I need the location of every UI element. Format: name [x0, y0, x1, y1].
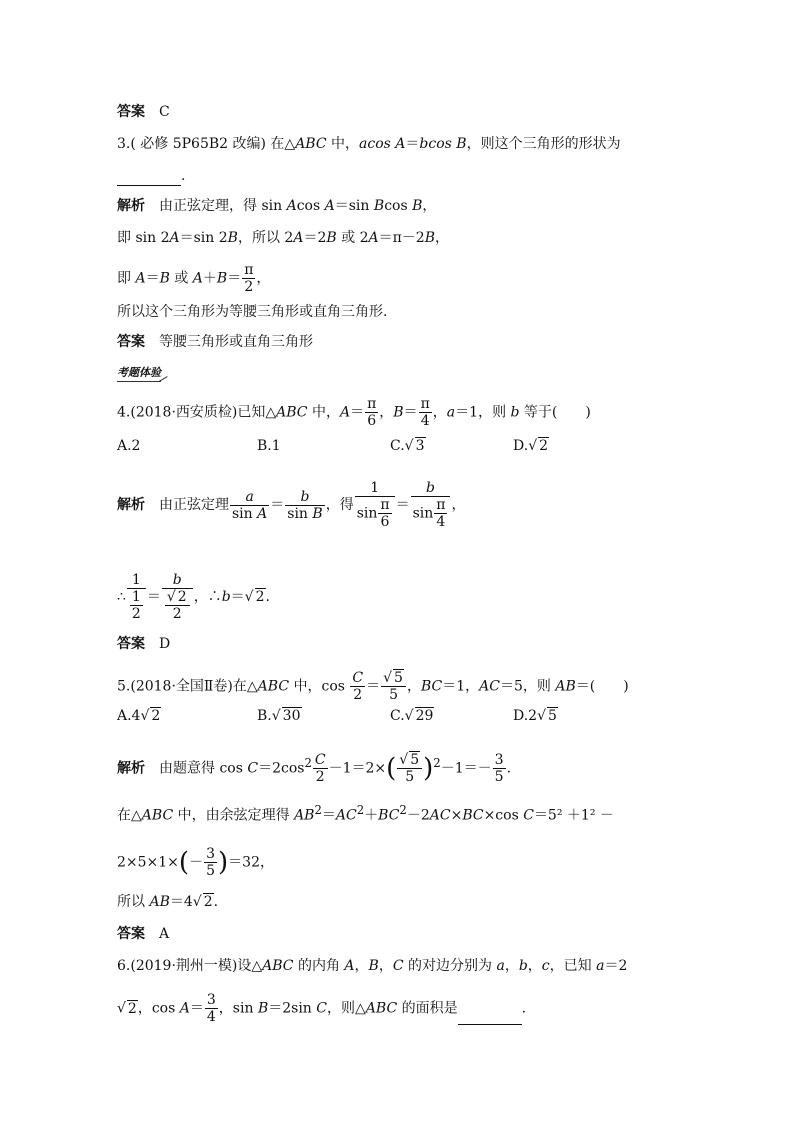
var-ab: AB	[149, 894, 170, 910]
q3-eq-sign: ＝	[405, 136, 420, 152]
answer-row-q3	[117, 332, 313, 352]
q5-solution-step-1	[117, 752, 511, 785]
denominator: 5	[494, 769, 504, 785]
step-text: 所以这个三角形为等腰三角形或直角三角形.	[117, 304, 388, 320]
numerator: 3	[206, 846, 215, 862]
var-a: A	[339, 404, 351, 421]
q6-text: ，	[378, 958, 393, 974]
option-letter: C.	[390, 708, 405, 724]
question-4-stem	[117, 396, 591, 429]
numerator: b	[411, 480, 451, 497]
sqrt-sign: √	[537, 708, 547, 724]
question-5-options	[117, 706, 677, 726]
answer-row-q5	[117, 924, 169, 944]
step-text: ＋	[364, 807, 379, 824]
fraction-3-over-5	[493, 752, 506, 785]
q3-text: ，则这个三角形的形状为	[466, 136, 621, 152]
q6-text: ，已知	[549, 958, 597, 974]
denominator: 2	[353, 687, 363, 703]
fraction-1-over-half	[127, 572, 146, 622]
numerator: 1	[131, 589, 141, 605]
fraction-b-over-sinB	[285, 489, 324, 522]
eq: ＝	[270, 497, 285, 513]
step-text: ＝sin	[334, 198, 374, 214]
var-b: B	[326, 230, 337, 246]
denominator: 5	[206, 863, 215, 879]
right-paren: )	[218, 847, 229, 878]
numerator: C	[314, 752, 326, 768]
denominator: 2	[131, 606, 141, 622]
numerator: 1	[355, 480, 395, 497]
step-text: ，	[435, 230, 450, 246]
numerator: 1	[127, 572, 146, 589]
q3-solution-step-3	[117, 262, 270, 295]
step-text: ＝	[321, 807, 336, 824]
q3-eq-right: bcos	[419, 136, 457, 152]
var-a-lower: a	[596, 958, 605, 974]
numerator: π	[420, 396, 430, 412]
numerator	[165, 589, 190, 606]
q4-text: 4.(2018·西安质检)已知△	[117, 404, 277, 421]
q5-solution-step-2	[117, 800, 614, 826]
exponent: 2	[314, 803, 322, 817]
fraction-c-over-2	[350, 670, 365, 703]
denominator	[285, 506, 324, 522]
q3-solution-step-4	[117, 302, 387, 322]
eq: ＝	[403, 404, 418, 421]
step-text: ，	[422, 198, 437, 214]
var-a: A	[344, 958, 355, 974]
q6-text: ，则△	[327, 1000, 366, 1017]
step-text: 由题意得 cos	[159, 760, 248, 777]
var-c: C	[247, 760, 259, 777]
q4-solution-step-1	[117, 480, 465, 530]
var-ab: AB	[555, 678, 576, 695]
q5-text: ＝( )	[575, 678, 629, 695]
option-letter: A.4	[117, 708, 141, 724]
sqrt-radicand: 2	[151, 708, 161, 724]
var-b: B	[424, 230, 436, 246]
q3-abc: ABC	[295, 136, 327, 152]
numerator: 3	[494, 752, 504, 768]
step-text: ，所以 2	[237, 230, 294, 246]
sin-text: sin	[287, 505, 313, 522]
sqrt-sign: √	[528, 438, 538, 454]
q6-text: ，	[504, 958, 519, 974]
var-bc: BC	[420, 678, 443, 695]
step-text: ＝32，	[228, 854, 274, 871]
fraction-sqrt2-over-2	[163, 589, 192, 622]
denominator: 4	[206, 1009, 216, 1025]
q3-text: 3.( 必修 5P65B2 改编) 在△	[117, 136, 296, 152]
denominator	[230, 506, 269, 522]
left-paren: (	[386, 753, 397, 784]
numerator: π	[436, 497, 446, 513]
var-a: A	[286, 198, 297, 214]
var-b: B	[216, 270, 228, 287]
q6-text: ＝2	[604, 958, 628, 974]
denominator: 2	[315, 769, 325, 785]
q4-solution-step-2	[117, 572, 270, 622]
answer-blank[interactable]	[117, 185, 181, 186]
sqrt-radicand: 2	[127, 1000, 137, 1017]
step-text: ＝sin 2	[179, 230, 228, 246]
numerator	[397, 752, 422, 769]
var-b-lower: b	[510, 404, 520, 421]
var-c: C	[523, 807, 534, 824]
var-bc: BC	[378, 807, 400, 824]
question-3-blank-line	[117, 166, 185, 186]
period: .	[181, 168, 186, 184]
var-c: C	[392, 958, 404, 974]
step-text: ＝5² ＋1² －	[533, 807, 614, 824]
step-text: ，得	[325, 497, 354, 513]
option-d[interactable]	[513, 436, 549, 456]
fraction-3-over-4	[205, 992, 218, 1025]
q5-solution-step-4	[117, 892, 218, 912]
step-text: 由正弦定理	[159, 497, 229, 513]
sqrt-radicand: 5	[410, 752, 420, 768]
var-abc: ABC	[262, 958, 294, 974]
cos-text: cos	[296, 198, 325, 214]
question-6-stem-line-2	[117, 992, 526, 1025]
var-b: B	[373, 198, 385, 214]
answer-value: C	[159, 104, 170, 120]
sqrt-radicand: 2	[203, 894, 213, 910]
step-text: ＝2	[303, 230, 327, 246]
exponent: 2	[304, 755, 312, 770]
q3-solution-step-2	[117, 228, 449, 248]
cos-text: cos	[384, 198, 413, 214]
q6-text: ，sin	[218, 1000, 258, 1017]
fraction-b-over-sqrt2-half	[162, 572, 193, 622]
fraction-pi-over-4	[419, 396, 432, 429]
q5-text: 5.(2018·全国Ⅱ卷)在△	[117, 678, 258, 695]
q3-eq-a: A	[395, 136, 406, 152]
answer-value: D	[159, 636, 171, 652]
step-text: 或	[169, 270, 193, 287]
var-a-lower: a	[496, 958, 505, 974]
sin-text: sin	[232, 505, 258, 522]
analysis-label: 解析	[117, 760, 145, 777]
step-text: 中，由余弦定理得	[173, 807, 295, 824]
question-6-stem-line-1	[117, 956, 627, 976]
q4-text: ，	[432, 404, 447, 421]
step-text: －2	[406, 807, 430, 824]
fraction-pi-over-6	[365, 396, 378, 429]
q5-text: 中，cos	[289, 678, 350, 695]
option-a[interactable]: A.2	[117, 438, 141, 454]
var-b-lower: b	[518, 958, 528, 974]
q4-text: 等于( )	[519, 404, 591, 421]
step-text: ＝4	[169, 894, 193, 910]
therefore-sign: ∴	[117, 589, 126, 605]
eq: ＝	[395, 497, 410, 513]
step-text: 即	[117, 270, 136, 287]
q6-text: ，	[354, 958, 369, 974]
answer-row-q4	[117, 634, 170, 654]
fraction-pi-over-4	[434, 497, 447, 530]
denominator: 6	[380, 514, 390, 530]
q4-text: ＝1，则	[455, 404, 511, 421]
var-a: A	[135, 270, 146, 287]
step-text: .	[265, 589, 270, 605]
denominator: 2	[172, 606, 182, 622]
q3-solution-step-1	[117, 196, 436, 216]
fraction-c-over-2	[313, 752, 328, 785]
sqrt-sign: √	[192, 894, 202, 910]
fraction-sqrt5-over-5	[381, 670, 406, 703]
step-text: 所以	[117, 894, 150, 910]
answer-label: 答案	[117, 104, 145, 120]
sqrt-radicand: 30	[282, 708, 301, 724]
option-c[interactable]	[390, 706, 434, 726]
q6-text: 6.(2019·荆州一模)设△	[117, 958, 263, 974]
var-ab: AB	[294, 807, 315, 824]
var-b-lower: b	[221, 589, 231, 605]
numerator: π	[380, 497, 390, 513]
step-text: ，	[256, 270, 271, 287]
sqrt-sign: √	[117, 1000, 126, 1017]
step-text: ＝	[227, 270, 242, 287]
var-ac: AC	[479, 678, 500, 695]
fraction-1-over-sin-pi6	[355, 480, 395, 530]
fraction-sqrt5-over-5	[397, 752, 422, 785]
var-ac: AC	[335, 807, 357, 824]
answer-blank[interactable]	[458, 1024, 522, 1025]
var-a: A	[179, 1000, 190, 1017]
step-text: ＝	[145, 270, 160, 287]
fraction-1-over-2	[128, 589, 145, 622]
q5-text: ，	[406, 678, 421, 695]
sin-text: sin	[356, 505, 378, 522]
var-a-lower: a	[446, 404, 456, 421]
sqrt-radicand: 3	[415, 438, 425, 454]
exponent: 2	[399, 803, 407, 817]
analysis-label: 解析	[117, 497, 145, 513]
step-text: ，∴	[193, 589, 222, 605]
step-text: .	[506, 760, 512, 777]
numerator: π	[244, 262, 254, 278]
q5-text: ＝1，	[442, 678, 480, 695]
option-letter: D.2	[513, 708, 538, 724]
question-4-options	[117, 436, 677, 456]
option-b[interactable]: B.1	[257, 438, 281, 454]
var-c: C	[316, 1000, 327, 1017]
answer-row-q2	[117, 102, 170, 122]
answer-label: 答案	[117, 334, 145, 350]
eq: ＝	[366, 678, 381, 695]
q6-text: 的面积是	[397, 1000, 458, 1017]
var-b: B	[393, 404, 404, 421]
eq: ＝	[350, 404, 365, 421]
denominator: 6	[367, 413, 377, 429]
numerator: b	[162, 572, 193, 589]
step-text: 在△	[117, 807, 142, 824]
sqrt-radicand: 29	[415, 708, 434, 724]
step-text: －1＝－	[440, 760, 492, 777]
option-c[interactable]	[390, 436, 426, 456]
denominator	[411, 497, 451, 530]
step-text: 2×5×1×	[117, 854, 179, 871]
sqrt-sign: √	[399, 752, 409, 768]
q4-abc: ABC	[276, 404, 308, 421]
var-a: A	[257, 505, 268, 522]
fraction-pi-over-6	[378, 497, 391, 530]
q6-text: ＝2sin	[268, 1000, 317, 1017]
var-c-lower: c	[541, 958, 550, 974]
numerator: 3	[206, 992, 216, 1008]
var-a: A	[324, 198, 335, 214]
var-a: A	[368, 230, 379, 246]
var-a: A	[169, 230, 180, 246]
step-text: ＝2cos	[258, 760, 305, 777]
q6-text: 的对边分别为	[403, 958, 497, 974]
var-b: B	[159, 270, 170, 287]
eq: ＝	[189, 1000, 204, 1017]
option-a[interactable]	[117, 706, 161, 726]
sin-text: sin	[412, 505, 434, 522]
q5-text: ＝5，则	[499, 678, 556, 695]
numerator	[381, 670, 406, 687]
sqrt-sign: √	[271, 708, 281, 724]
q5-solution-step-3	[117, 846, 274, 879]
section-tag-kaoti-tiyan: 考题体验	[117, 364, 161, 382]
numerator: C	[352, 670, 364, 686]
denominator: 4	[436, 514, 446, 530]
step-text: ，	[451, 497, 466, 513]
sqrt-sign: √	[244, 589, 254, 605]
var-abc: ABC	[365, 1000, 398, 1017]
q5-abc: ABC	[257, 678, 290, 695]
left-paren: (	[178, 847, 190, 878]
step-text: 由正弦定理，得 sin	[159, 198, 287, 214]
option-letter: B.	[257, 708, 272, 724]
question-5-stem	[117, 670, 629, 703]
step-text: ×	[450, 807, 463, 824]
eq: ＝	[146, 589, 161, 605]
var-b: B	[257, 1000, 269, 1017]
fraction-b-over-sin-pi4	[411, 480, 451, 530]
sqrt-sign: √	[383, 670, 393, 686]
var-a: A	[192, 270, 203, 287]
sqrt-radicand: 5	[548, 708, 557, 724]
numerator: a	[230, 489, 269, 506]
exponent: 2	[356, 803, 365, 817]
right-paren: )	[423, 753, 434, 784]
step-text: ＋	[202, 270, 217, 287]
exponent: 2	[433, 755, 441, 770]
sqrt-radicand: 2	[539, 438, 549, 454]
q3-eq-left: acos	[359, 136, 396, 152]
var-a: A	[293, 230, 304, 246]
sqrt-sign: √	[404, 708, 414, 724]
denominator: 4	[420, 413, 430, 429]
numerator: π	[367, 396, 377, 412]
option-d[interactable]	[513, 706, 558, 726]
denominator: 2	[244, 279, 254, 295]
sqrt-sign: √	[140, 708, 150, 724]
step-text: .	[213, 894, 219, 910]
period: .	[521, 1000, 527, 1017]
var-b: B	[312, 505, 323, 522]
denominator	[355, 497, 395, 530]
option-b[interactable]	[257, 706, 302, 726]
q6-text: ，	[527, 958, 542, 974]
sqrt-radicand: 2	[255, 589, 265, 605]
step-text: 即 sin 2	[117, 230, 170, 246]
q3-eq-b: B	[456, 136, 467, 152]
var-abc: ABC	[141, 807, 174, 824]
step-text: ×cos	[483, 807, 524, 824]
q3-text: 中，	[326, 136, 360, 152]
var-bc: BC	[462, 807, 484, 824]
fraction-a-over-sinA	[230, 489, 269, 522]
denominator: 5	[405, 769, 415, 785]
eq: ＝	[230, 589, 245, 605]
step-text: ＝π－2	[378, 230, 425, 246]
sqrt-radicand: 2	[177, 589, 187, 605]
var-b: B	[412, 198, 423, 214]
fraction-3-over-5	[204, 846, 217, 879]
var-ac: AC	[429, 807, 451, 824]
analysis-label: 解析	[117, 198, 145, 214]
denominator: 5	[389, 687, 398, 703]
q4-text: ，	[379, 404, 394, 421]
answer-value: 等腰三角形或直角三角形	[159, 334, 313, 350]
fraction-pi-over-2	[242, 262, 255, 295]
sqrt-radicand: 5	[394, 670, 403, 686]
question-3-stem	[117, 134, 621, 154]
answer-value: A	[159, 926, 170, 942]
sqrt-sign: √	[166, 589, 176, 605]
option-letter: D.	[513, 438, 529, 454]
var-b: B	[368, 958, 379, 974]
answer-label: 答案	[117, 926, 145, 942]
q6-text: ，cos	[137, 1000, 180, 1017]
numerator: b	[285, 489, 324, 506]
sqrt-sign: √	[404, 438, 414, 454]
q4-text: 中，	[307, 404, 340, 421]
q6-text: 的内角	[293, 958, 345, 974]
option-letter: C.	[390, 438, 405, 454]
step-text: 或 2	[336, 230, 369, 246]
var-b: B	[227, 230, 238, 246]
answer-label: 答案	[117, 636, 145, 652]
step-text: －1＝2×	[328, 760, 387, 777]
minus-sign: －	[189, 854, 204, 871]
